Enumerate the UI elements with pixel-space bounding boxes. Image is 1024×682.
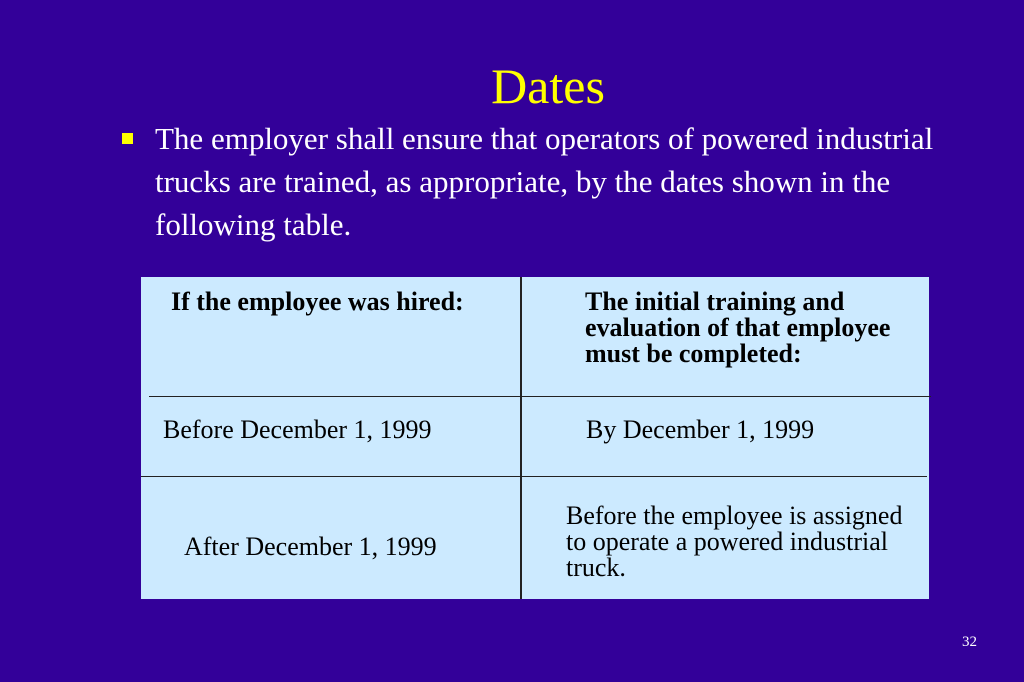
slide-title: Dates — [491, 58, 605, 114]
dates-table — [141, 277, 929, 599]
table-divider — [149, 396, 931, 397]
table-cell: Before the employee is assigned to operate a powered industrial truck. — [566, 501, 903, 582]
table-divider — [141, 476, 927, 477]
header-cell-training-completed: The initial training and evaluation of that employee must be completed: — [585, 287, 891, 368]
bullet-text: The employer shall ensure that operators of powered industrial trucks are trained, as appropriate, by the dates shown in the following table. — [155, 121, 934, 242]
table-column-divider — [520, 277, 522, 599]
header-cell-hired: If the employee was hired: — [171, 287, 464, 316]
square-bullet-icon — [122, 133, 133, 144]
table-cell: After December 1, 1999 — [184, 532, 437, 561]
table-cell: Before December 1, 1999 — [163, 415, 432, 444]
page-number: 32 — [962, 634, 977, 650]
table-cell: By December 1, 1999 — [586, 415, 815, 444]
